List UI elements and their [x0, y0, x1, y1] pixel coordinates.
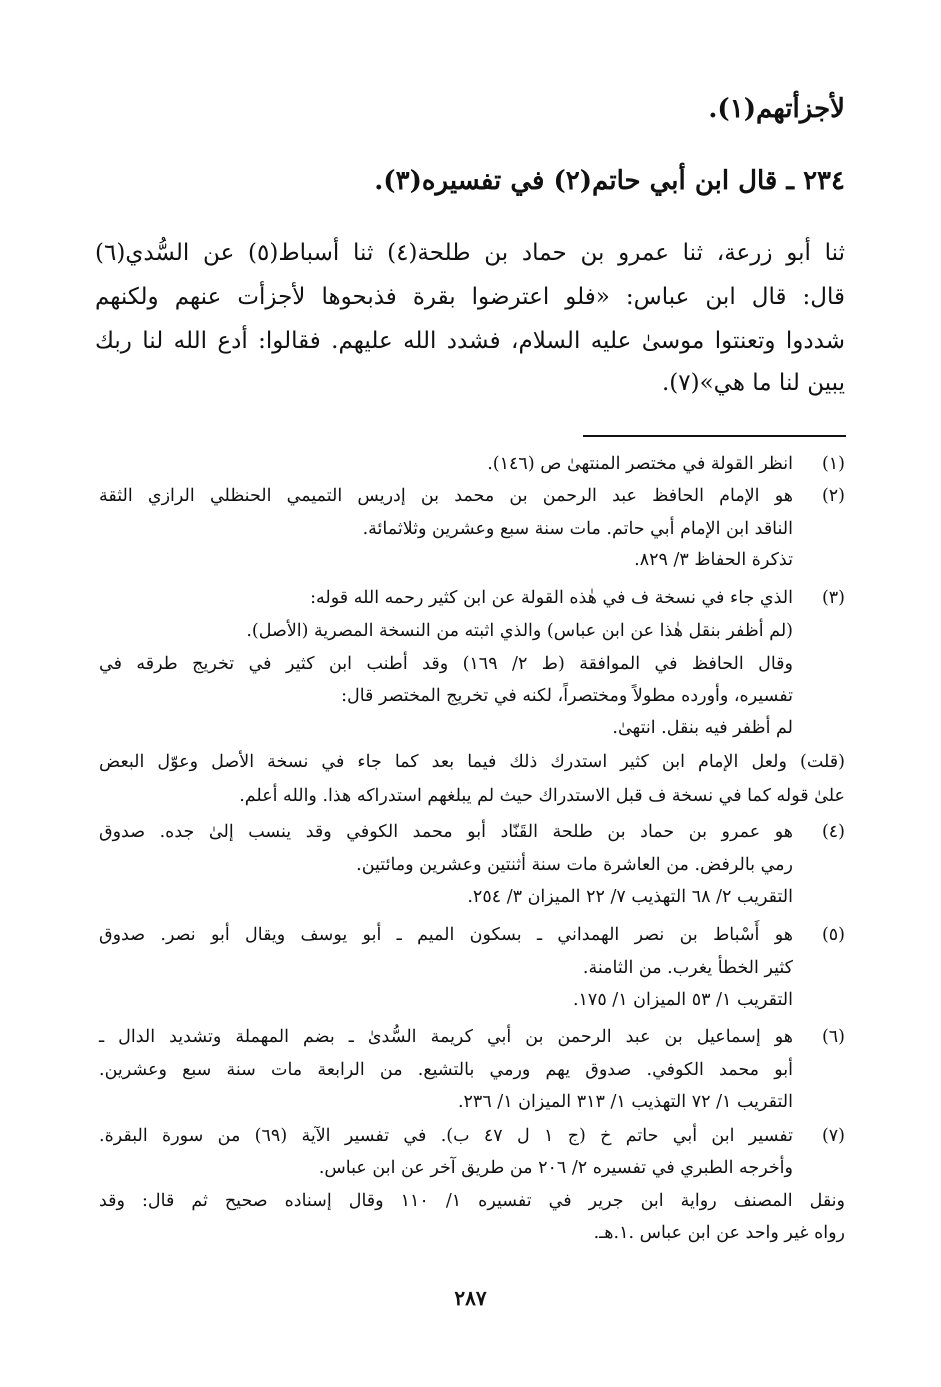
footnote-line: أبو محمد الكوفي. صدوق يهم ورمي بالتشيع. من الرابعة مات سنة سبع وعشرين. [99, 1060, 793, 1080]
footnote-line: الذي جاء في نسخة ف في هٰذه القولة عن ابن كثير رحمه الله قوله: [310, 588, 793, 608]
footnote-line: التقريب ١/ ٥٣ الميزان ١/ ١٧٥. [572, 990, 793, 1010]
footnote-line: الناقد ابن الإمام أبي حاتم. مات سنة سبع وعشرين وثلاثمائة. [362, 519, 793, 539]
footnote-number: (٤) [821, 822, 845, 842]
body-line: يبين لنا ما هي»(٧). [661, 370, 845, 396]
footnote-line: رواه غير واحد عن ابن عباس .١.هـ. [593, 1223, 845, 1243]
body-line: قال: قال ابن عباس: «فلو اعترضوا بقرة فذبحوها لأجزأت عنهم ولكنهم [95, 284, 845, 310]
footnote-line: تفسيره، وأورده مطولاً ومختصراً، لكنه في تخريج المختصر قال: [341, 686, 793, 706]
footnote-line: انظر القولة في مختصر المنتهىٰ ص (١٤٦). [487, 454, 793, 474]
footnote-number: (٣) [821, 588, 845, 608]
body-line: شددوا وتعنتوا موسىٰ عليه السلام، فشدد الله عليهم. فقالوا: أدع الله لنا ربك [95, 328, 845, 354]
footnote-number: (٧) [821, 1126, 845, 1146]
footnote-line: (لم أظفر بنقل هٰذا عن ابن عباس) والذي اثبته من النسخة المصرية (الأصل). [246, 621, 793, 641]
footnote-line: وقال الحافظ في الموافقة (ط ٢/ ١٦٩) وقد أطنب ابن كثير في تخريج طرقه في [99, 654, 793, 674]
footnote-line: هو أَسْباط بن نصر الهمداني ـ بسكون الميم ـ أبو يوسف ويقال أبو نصر. صدوق [99, 925, 793, 945]
footnote-line: وأخرجه الطبري في تفسيره ٢/ ٢٠٦ من طريق آخر عن ابن عباس. [318, 1158, 793, 1178]
footnote-line: كثير الخطأ يغرب. من الثامنة. [582, 958, 793, 978]
footnote-line: علىٰ قوله كما في نسخة ف قبل الاستدراك حيث لم يبلغهم استدراكه هذا. والله أعلم. [239, 786, 845, 806]
footnote-separator [583, 435, 846, 437]
page-number: ٢٨٧ [454, 1286, 487, 1310]
body-line: ثنا أبو زرعة، ثنا عمرو بن حماد بن طلحة(٤) ثنا أسباط(٥) عن السُّدي(٦) [95, 240, 845, 266]
footnote-number: (٦) [821, 1027, 845, 1047]
footnote-line: هو الإمام الحافظ عبد الرحمن بن محمد بن إدريس التميمي الحنظلي الرازي الثقة [99, 486, 793, 506]
carryover-text: لأجزأتهم(١). [708, 94, 845, 124]
footnote-line: لم أظفر فيه بنقل. انتهىٰ. [612, 718, 793, 738]
footnote-number: (٢) [821, 486, 845, 506]
footnote-line: التقريب ٢/ ٦٨ التهذيب ٧/ ٢٢ الميزان ٣/ ٢٥٤. [467, 887, 793, 907]
footnote-number: (٥) [821, 925, 845, 945]
footnote-line: هو عمرو بن حماد بن طلحة القَنّاد أبو محمد الكوفي وقد ينسب إلىٰ جده. صدوق [99, 822, 793, 842]
entry-heading: ٢٣٤ ـ قال ابن أبي حاتم(٢) في تفسيره(٣). [374, 166, 845, 196]
footnote-number: (١) [821, 454, 845, 474]
footnote-line: تذكرة الحفاظ ٣/ ٨٢٩. [634, 550, 793, 570]
footnote-line: رمي بالرفض. من العاشرة مات سنة أثنتين وعشرين ومائتين. [356, 855, 793, 875]
footnote-line: التقريب ١/ ٧٢ التهذيب ١/ ٣١٣ الميزان ١/ ٢٣٦. [457, 1092, 793, 1112]
footnote-line: تفسير ابن أبي حاتم خ (ج ١ ل ٤٧ ب). في تفسير الآية (٦٩) من سورة البقرة. [99, 1126, 794, 1146]
footnote-line: ونقل المصنف رواية ابن جرير في تفسيره ١/ ١١٠ وقال إسناده صحيح ثم قال: وقد [99, 1191, 846, 1211]
footnote-line: (قلت) ولعل الإمام ابن كثير استدرك ذلك فيما بعد كما جاء في نسخة الأصل وعوّل البعض [99, 752, 845, 772]
footnote-line: هو إسماعيل بن عبد الرحمن بن أبي كريمة السُّدىٰ ـ بضم المهملة وتشديد الدال ـ [99, 1027, 793, 1047]
